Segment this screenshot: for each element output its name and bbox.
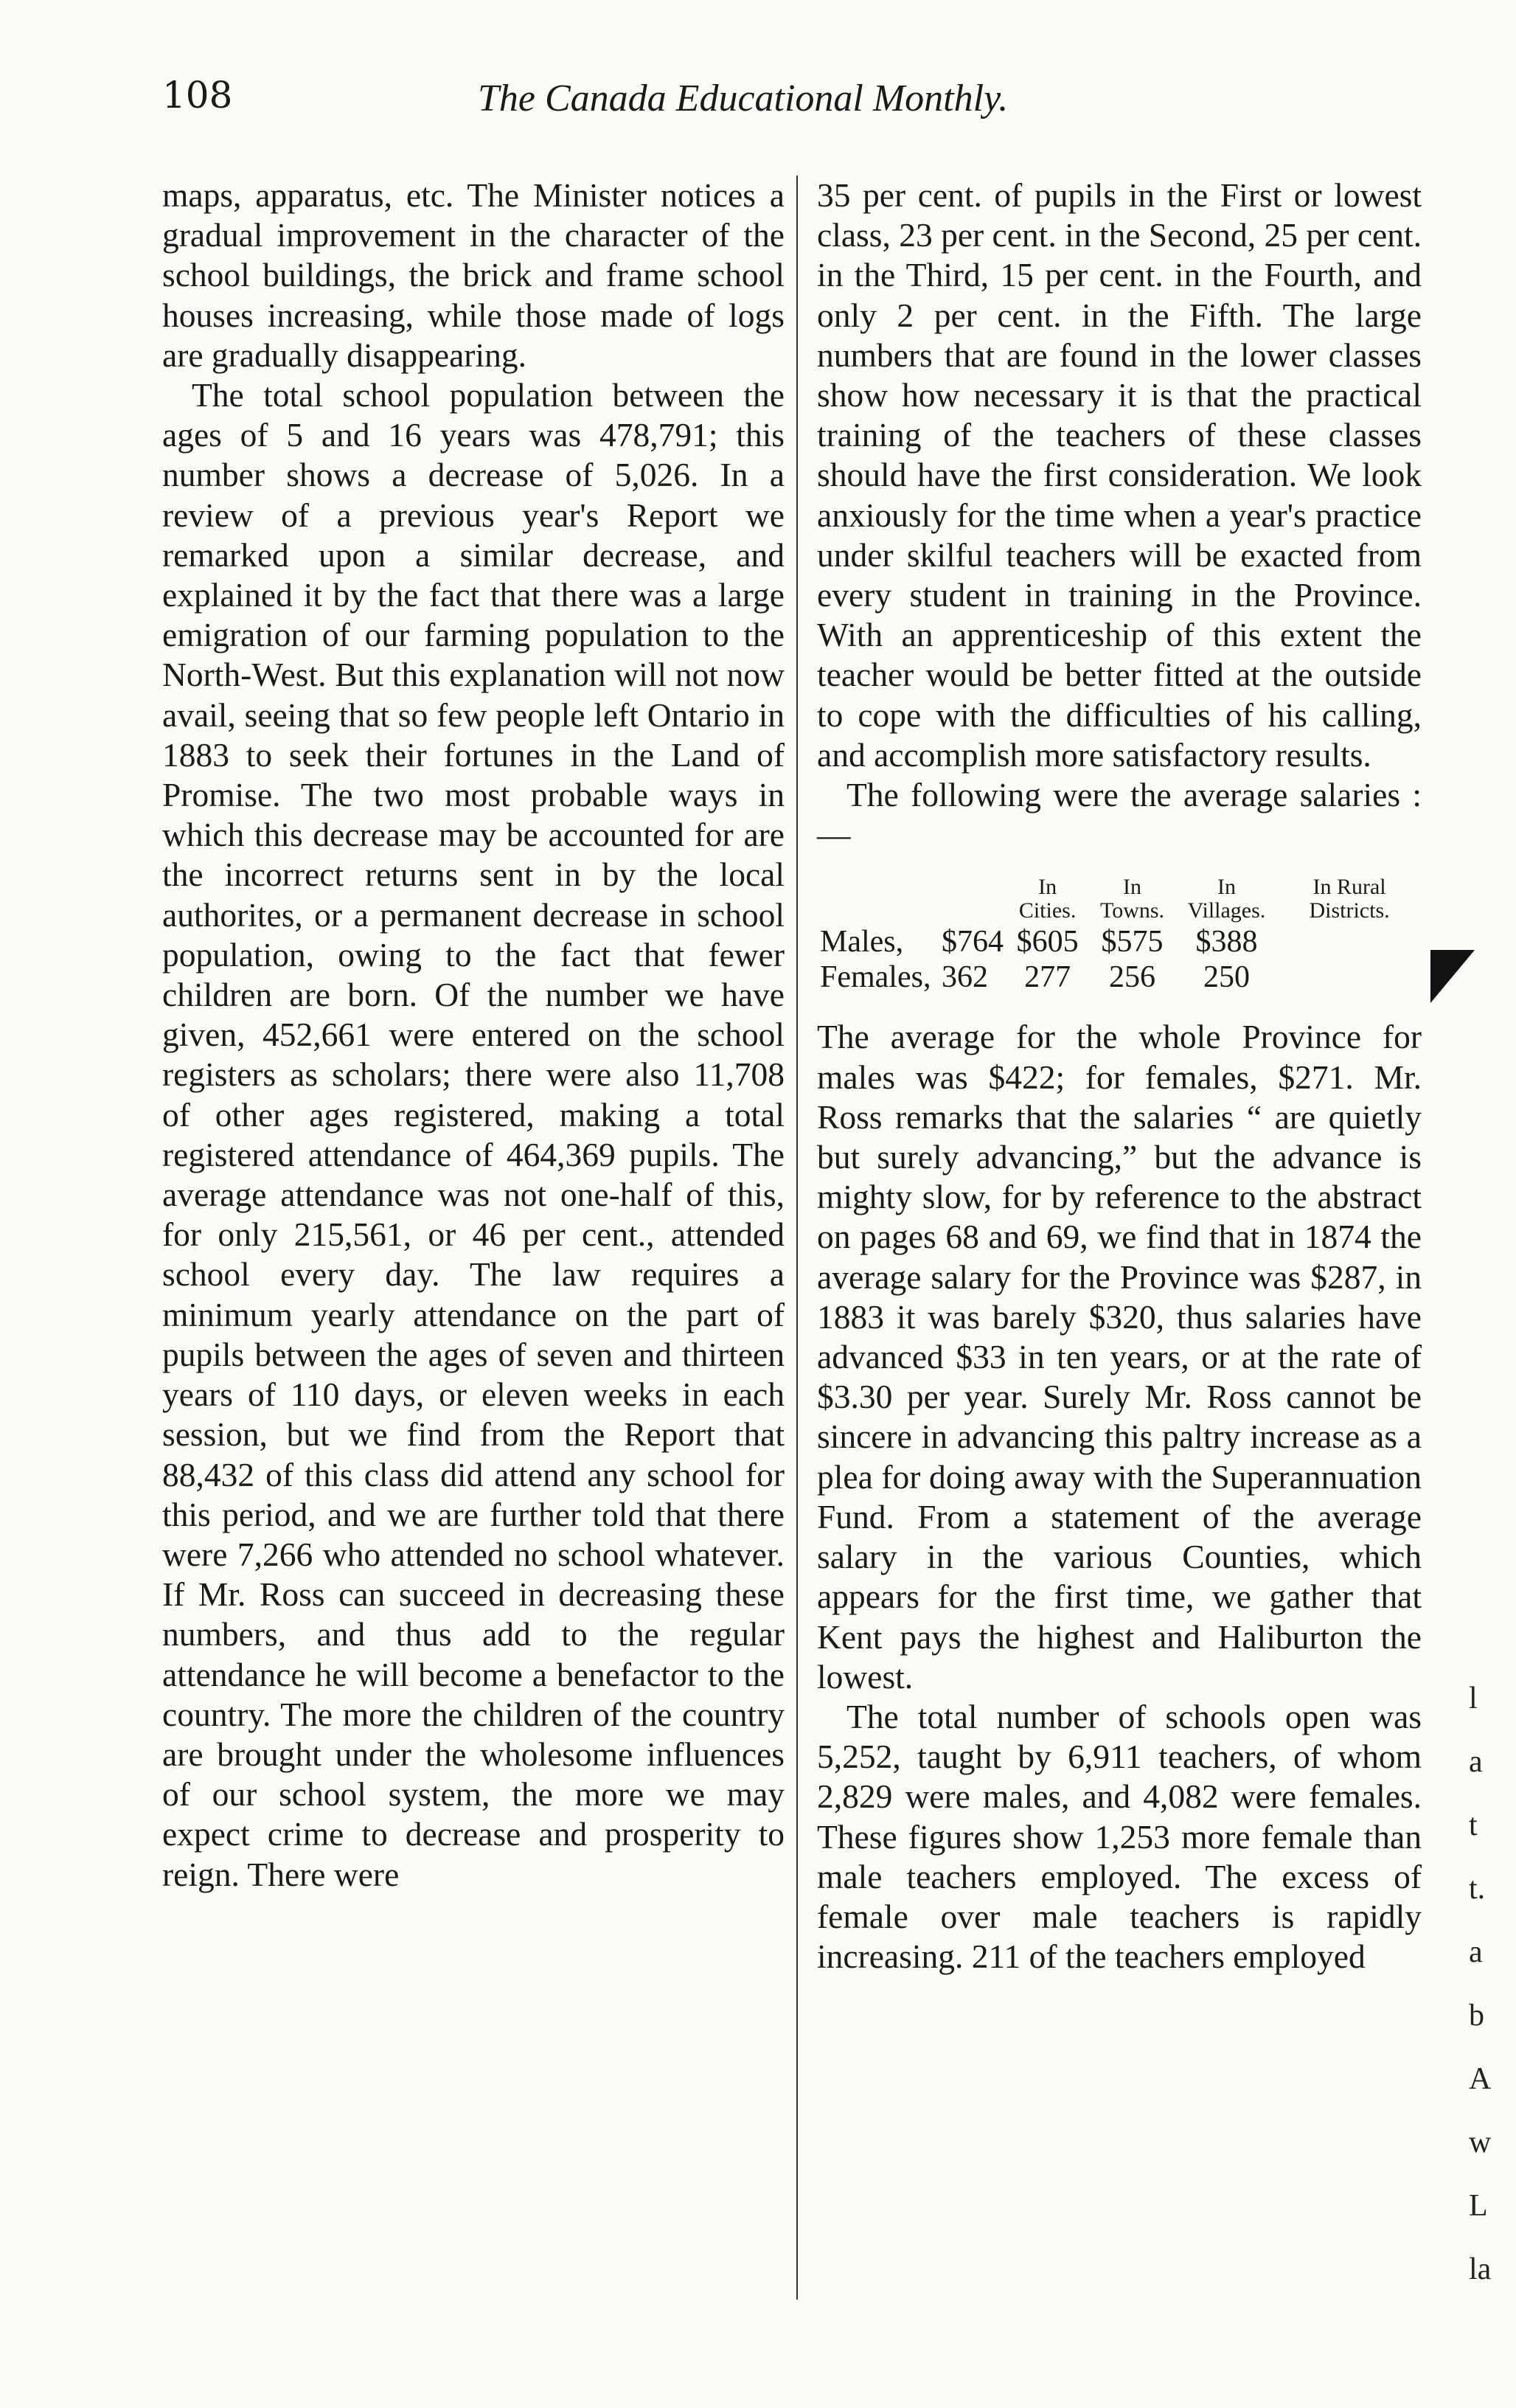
table-cell: $575 bbox=[1101, 925, 1164, 960]
table-cell: 256 bbox=[1109, 960, 1156, 995]
margin-fragment: t. bbox=[1469, 1872, 1486, 1906]
row-label: Males, bbox=[820, 925, 904, 960]
margin-fragment: l bbox=[1469, 1682, 1478, 1715]
table-header-cell bbox=[817, 875, 1006, 924]
table-cell: 277 bbox=[1024, 960, 1071, 995]
paragraph: maps, apparatus, etc. The Minister notices a gradual improvement in the character of the school buildings, the brick and frame school houses increasing, while those made of logs are gradually disappearing. bbox=[162, 176, 785, 374]
margin-fragment: t bbox=[1469, 1808, 1478, 1842]
table-header-cell: In Towns. bbox=[1099, 875, 1165, 923]
margin-fragment: b bbox=[1469, 1999, 1484, 2033]
margin-fragment: la bbox=[1469, 2252, 1492, 2286]
table-row bbox=[817, 960, 1422, 995]
table-cell: 362 bbox=[942, 960, 988, 995]
margin-fragment: a bbox=[1469, 1935, 1483, 1969]
salary-table bbox=[817, 875, 1422, 995]
running-title: The Canada Educational Monthly. bbox=[478, 77, 1009, 119]
table-cell: $388 bbox=[1195, 925, 1258, 960]
table-cell: 250 bbox=[1203, 960, 1250, 995]
left-column bbox=[162, 176, 785, 1895]
margin-fragments bbox=[1469, 1667, 1513, 2301]
corner-marker bbox=[1430, 950, 1475, 1003]
margin-fragment: a bbox=[1469, 1745, 1483, 1779]
page-number: 108 bbox=[162, 74, 233, 117]
margin-fragment: w bbox=[1469, 2126, 1492, 2159]
table-row bbox=[817, 924, 1422, 960]
margin-fragment: L bbox=[1469, 2189, 1488, 2223]
table-header-row bbox=[817, 875, 1422, 924]
table-header-cell: In Cities. bbox=[1018, 875, 1077, 923]
paragraph: The total number of schools open was 5,252, taught by 6,911 teachers, of whom 2,829 were males, and 4,082 were females. These figures show 1,253 more female than male teachers employed. The excess of female over male teachers is rapidly increasing. 211 of the teachers employed bbox=[817, 1697, 1422, 1976]
row-label: Females, bbox=[820, 960, 931, 995]
table-cell: $605 bbox=[1016, 925, 1079, 960]
table-cell: $764 bbox=[942, 925, 1004, 960]
table-header-cell: In Villages. bbox=[1187, 875, 1266, 923]
paragraph: The following were the average salaries :— bbox=[817, 776, 1422, 854]
paragraph: 35 per cent. of pupils in the First or lowest class, 23 per cent. in the Second, 25 per cent. in the Third, 15 per cent. in the Fourth, and only 2 per cent. in the Fifth. The large numbers that are found in the lower classes show how necessary it is that the practical training of the teachers of these classes should have the first consideration. We look anxiously for the time when a year's practice under skilful teachers will be exacted from every student in training in the Province. With an apprenticeship of this extent the teacher would be better fitted at the outside to cope with the difficulties of his calling, and accomplish more satisfactory results. bbox=[817, 176, 1422, 774]
table-header-cell: In Rural Districts. bbox=[1309, 875, 1390, 923]
right-column bbox=[817, 176, 1422, 1977]
paragraph: The total school population between the ages of 5 and 16 years was 478,791; this number shows a decrease of 5,026. In a review of a previous year's Report we remarked upon a similar decrease, and explained it by the fact that there was a large emigration of our farming population to the North-West. But this explanation will not now avail, seeing that so few people left Ontario in 1883 to seek their fortunes in the Land of Promise. The two most probable ways in which this decrease may be accounted for are the incorrect returns sent in by the local authorites, or a permanent decrease in school population, owing to the fact that fewer children are born. Of the number we have given, 452,661 were entered on the school registers as scholars; there were also 11,708 of other ages registered, making a total registered attendance of 464,369 pupils. The average attendance was not one-half of this, for only 215,561, or 46 per cent., attended school every day. The law requires a minimum yearly attendance on the part of pupils between the ages of seven and thirteen years of 110 days, or eleven weeks in each session, but we find from the Report that 88,432 of this class did attend any school for this period, and we are further told that there were 7,266 who attended no school whatever. If Mr. Ross can succeed in decreasing these numbers, and thus add to the regular attendance he will become a benefactor to the country. The more the children of the country are brought under the wholesome influences of our school system, the more we may expect crime to decrease and prosperity to reign. There were bbox=[162, 376, 785, 1893]
margin-fragment: A bbox=[1469, 2062, 1492, 2096]
column-divider bbox=[796, 176, 798, 2300]
paragraph: The average for the whole Province for males was $422; for females, $271. Mr. Ross remarks that the salaries “ are quietly but surely advancing,” but the advance is mighty slow, for by reference to the abstract on pages 68 and 69, we find that in 1874 the average salary for the Province was $287, in 1883 it was barely $320, thus salaries have advanced $33 in ten years, or at the rate of $3.30 per year. Surely Mr. Ross cannot be sincere in advancing this paltry increase as a plea for doing away with the Superannuation Fund. From a statement of the average salary in the various Counties, which appears for the first time, we gather that Kent pays the highest and Haliburton the lowest. bbox=[817, 1018, 1422, 1696]
